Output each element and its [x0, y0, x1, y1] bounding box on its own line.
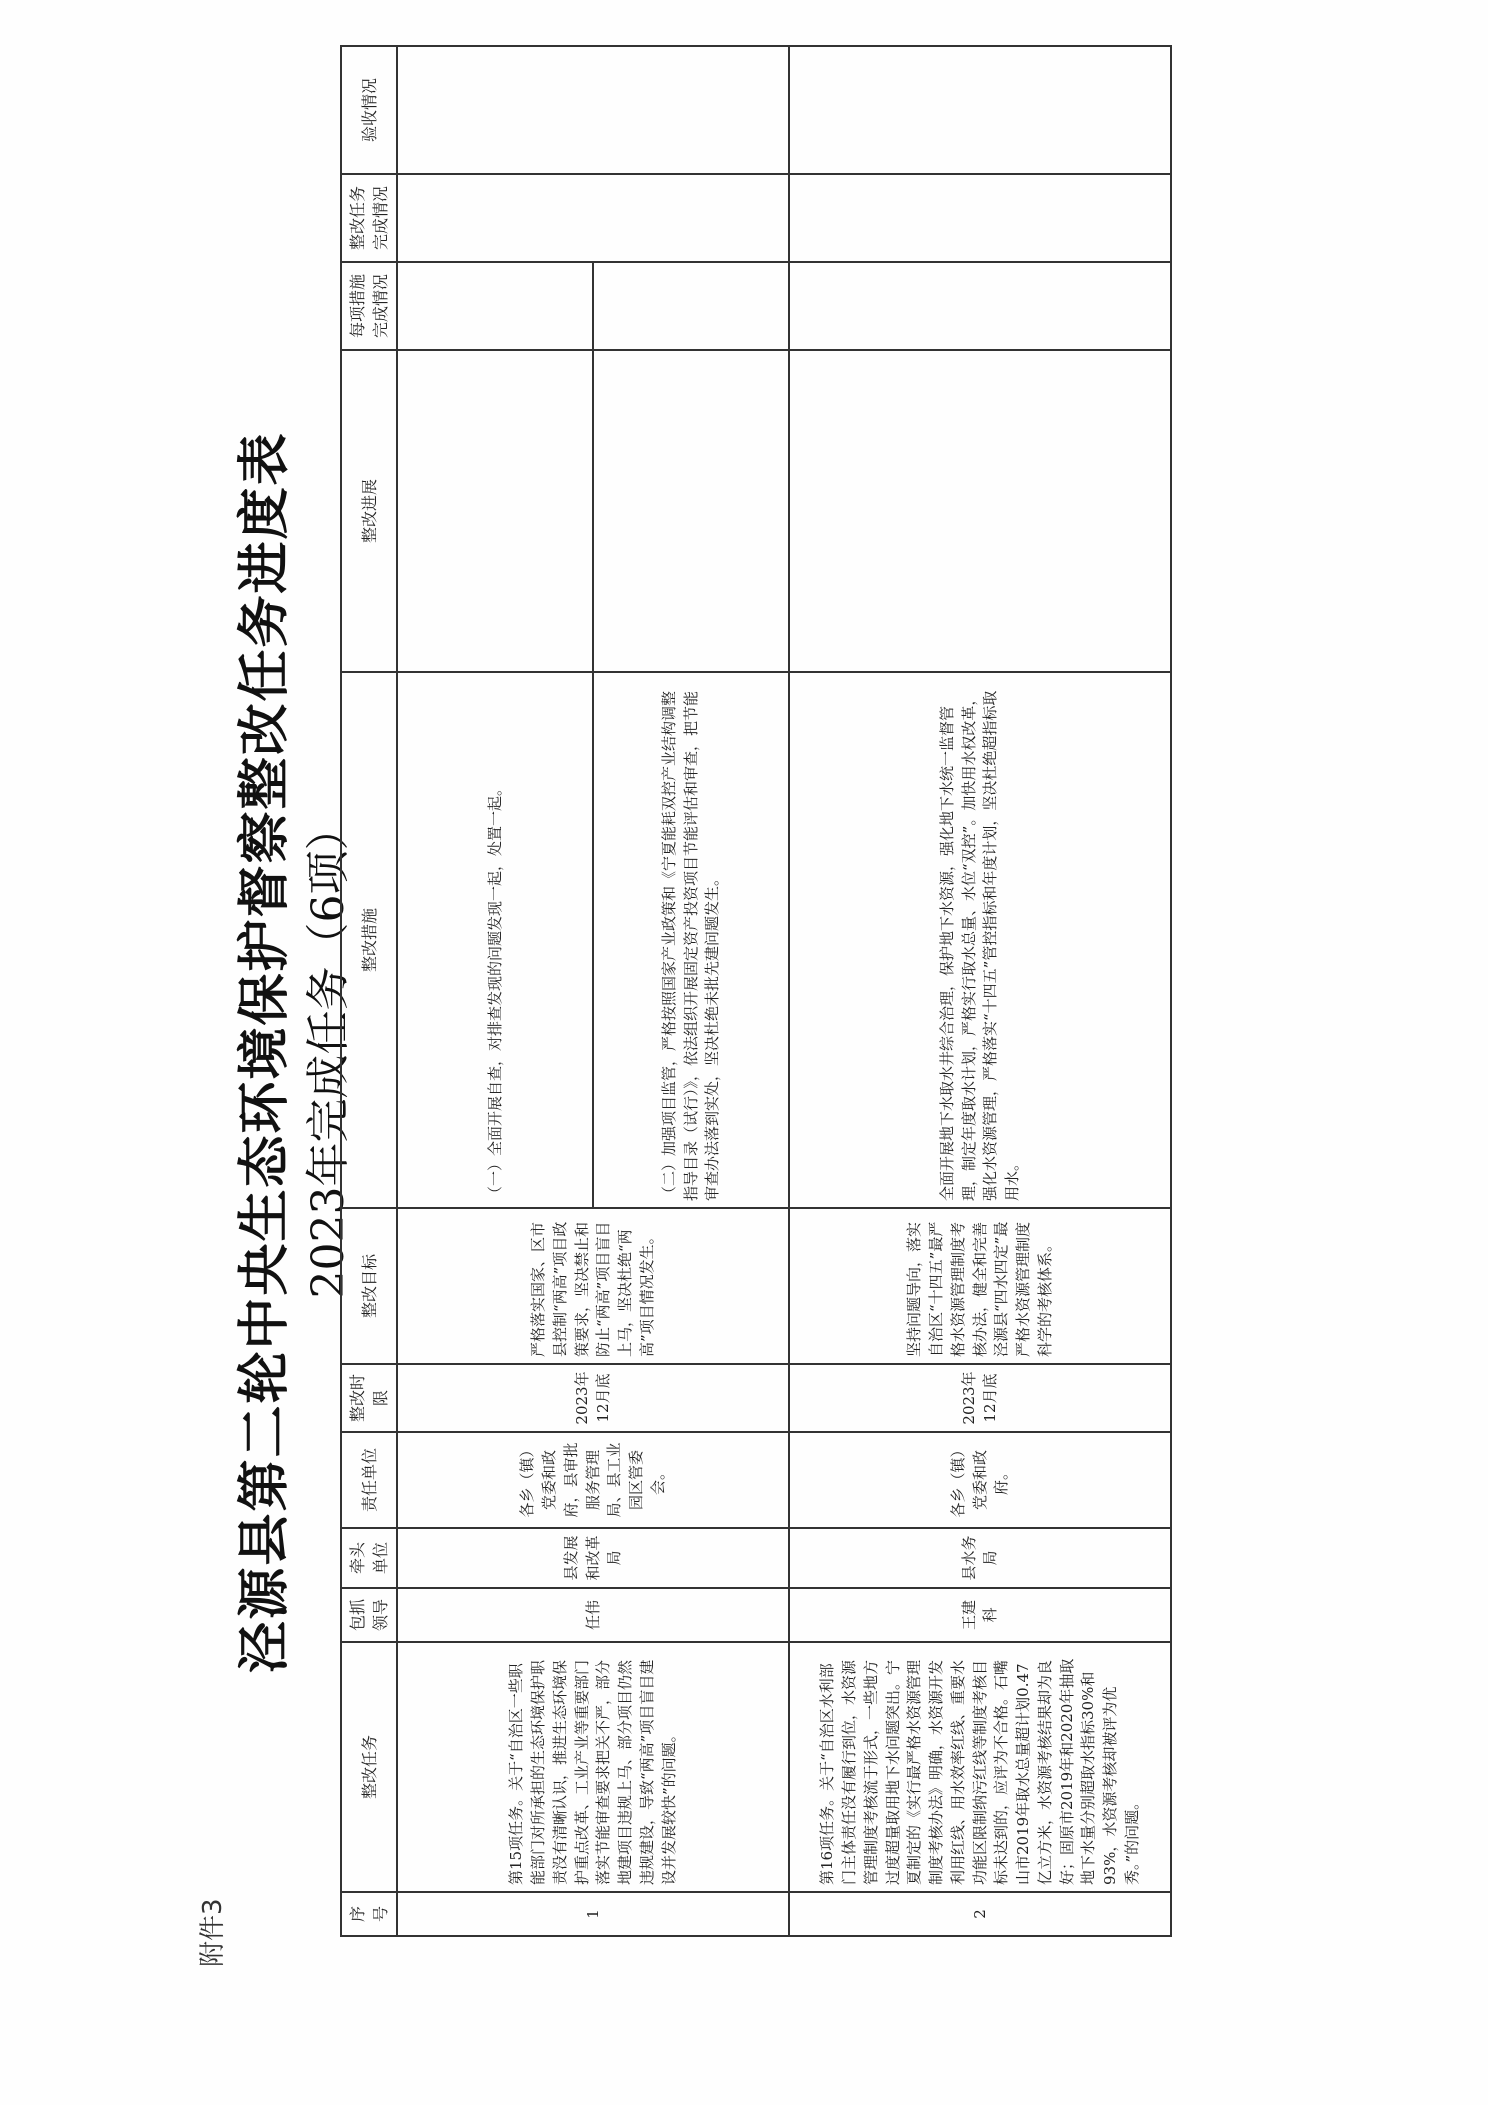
- cell-resp-unit: 各乡（镇）党委和政府，县审批服务管理局、县工业园区管委会。: [397, 1432, 789, 1528]
- cell-measure: （一）全面开展自查，对排查发现的问题发现一起，处置一起。: [397, 672, 593, 1208]
- cell-measure: （二）加强项目监管，严格按照国家产业政策和《宁夏能耗双控产业结构调整指导目录（试行）》，依法组织开展固定资产投资项目节能评估和审查，把节能审查办法落到实处，坚决杜绝未批先建问题发生。: [593, 672, 789, 1208]
- cell-task: 第16项任务。关于“自治区水利部门主体责任没有履行到位，水资源管理制度考核流于形式，一些地方过度超量取用地下水问题突出。宁夏制定的《实行最严格水资源管理制度考核办法》明确，水资源开发利用红线、用水效率红线、重要水功能区限制纳污红线等制度考核目标未达到的，应评为不合格。石嘴山市2019年取水总量超计划0.47亿立方米，水资源考核结果却为良好；固原市2019年和2020年抽取地下水量分别超取水指标30%和93%，水资源考核却被评为优秀。”的问题。: [789, 1642, 1171, 1892]
- attachment-label: 附件3: [198, 1898, 228, 1967]
- header-measure-status: 每项措施完成情况: [341, 262, 397, 350]
- cell-acceptance: [789, 46, 1171, 174]
- cell-measure-status: [397, 262, 593, 350]
- cell-progress: [789, 350, 1171, 672]
- cell-goal: 坚持问题导向，落实自治区“十四五”最严格水资源管理制度考核办法，健全和完善泾源县“四水四定”最严格水资源管理制度科学的考核体系。: [789, 1208, 1171, 1364]
- table-row: [397, 46, 593, 1936]
- page-subtitle: 2023年完成任务（6项）: [303, 806, 354, 1299]
- header-measures: 整改措施: [341, 672, 397, 1208]
- header-deadline: 整改时限: [341, 1364, 397, 1432]
- header-goal: 整改目标: [341, 1208, 397, 1364]
- header-acceptance: 验收情况: [341, 46, 397, 174]
- header-progress: 整改进展: [341, 350, 397, 672]
- cell-measure-status: [593, 262, 789, 350]
- header-lead-unit: 牵头单位: [341, 1528, 397, 1588]
- cell-index: 1: [397, 1892, 789, 1936]
- header-resp-unit: 责任单位: [341, 1432, 397, 1528]
- cell-deadline: 2023年12月底: [397, 1364, 789, 1432]
- header-leader: 包抓领导: [341, 1588, 397, 1642]
- cell-task: 第15项任务。关于“自治区一些职能部门对所承担的生态环境保护职责没有清晰认识，推进生态环境保护重点改革、工业产业等重要部门落实节能审查要求把关不严，部分地建项目违规上马、部分项目仍然违规建设，导致“两高”项目盲目建设并发展较快”的问题。: [397, 1642, 789, 1892]
- header-task-status: 整改任务完成情况: [341, 174, 397, 262]
- cell-acceptance: [397, 46, 789, 174]
- table-row: [789, 46, 1171, 1936]
- cell-resp-unit: 各乡（镇）党委和政府。: [789, 1432, 1171, 1528]
- cell-index: 2: [789, 1892, 1171, 1936]
- table-header-row: [341, 46, 397, 1936]
- cell-lead-unit: 县水务局: [789, 1528, 1171, 1588]
- cell-task-status: [789, 174, 1171, 262]
- cell-lead-unit: 县发展和改革局: [397, 1528, 789, 1588]
- header-index: 序号: [341, 1892, 397, 1936]
- cell-measure: 全面开展地下水取水井综合治理，保护地下水资源，强化地下水统一监督管理，制定年度取水计划，严格实行取水总量、水位“双控”。加快用水权改革，强化水资源管理，严格落实“十四五”管控指标和年度计划，坚决杜绝超指标取用水。: [789, 672, 1171, 1208]
- progress-table: [340, 45, 1172, 1937]
- cell-leader: 任伟: [397, 1588, 789, 1642]
- header-task: 整改任务: [341, 1642, 397, 1892]
- page-title: 泾源县第二轮中央生态环境保护督察整改任务进度表: [235, 431, 295, 1674]
- cell-leader: 王建科: [789, 1588, 1171, 1642]
- cell-progress: [397, 350, 593, 672]
- cell-deadline: 2023年12月底: [789, 1364, 1171, 1432]
- cell-progress: [593, 350, 789, 672]
- cell-goal: 严格落实国家、区市县控制“两高”项目政策要求，坚决禁止和防止“两高”项目盲目上马，坚决杜绝“两高”项目情况发生。: [397, 1208, 789, 1364]
- cell-measure-status: [789, 262, 1171, 350]
- cell-task-status: [397, 174, 789, 262]
